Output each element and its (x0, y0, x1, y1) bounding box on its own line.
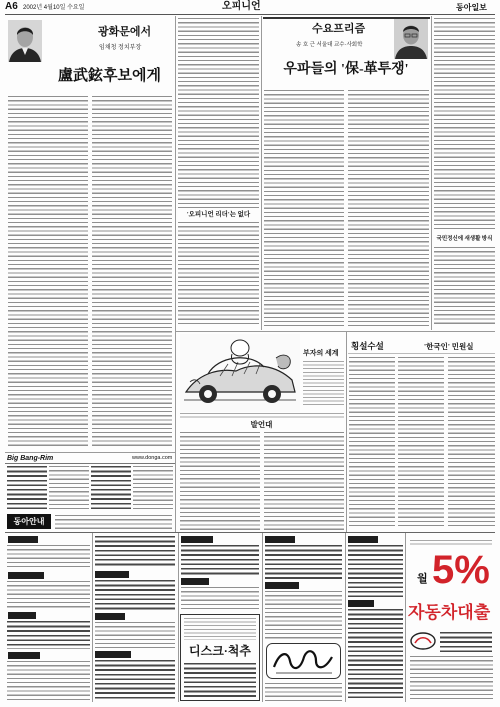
ad-logo-graphic (266, 643, 341, 679)
classified-label (95, 613, 125, 620)
classified-text (7, 621, 90, 649)
subhead: '오피니언 리더'는 없다 (186, 211, 251, 218)
classified-label (8, 612, 36, 619)
classified-label (265, 582, 299, 589)
ad-headline: 디스크·척추 (189, 644, 251, 658)
listings-url: www.donga.com (132, 455, 173, 461)
byline: 임채청 정치부장 (99, 45, 142, 51)
body-text-col-2 (398, 357, 444, 529)
header-rule (5, 14, 495, 15)
listings-rule (5, 463, 175, 464)
column-rule (431, 16, 432, 330)
column-name: 횡설수설 (351, 341, 384, 351)
classified-text (7, 661, 90, 701)
section-rule (5, 452, 175, 453)
classified-text (95, 580, 175, 610)
ad-rate-prefix: 월 (417, 573, 428, 585)
classified-text (7, 581, 90, 609)
section-rule (176, 331, 495, 332)
classified-label (8, 652, 40, 659)
ad-company-logo-icon (410, 632, 436, 650)
cartoon-title: 부자의 세계 (303, 349, 339, 357)
byline: 송 호 근 서울대 교수·사회학 (296, 42, 363, 48)
cartoon-caption (180, 413, 344, 419)
issue-date: 2002년 4월10일 수요일 (23, 5, 85, 11)
classified-label (95, 571, 129, 578)
listing-rows (91, 466, 131, 512)
classified-text (265, 545, 342, 579)
ad-text (410, 656, 493, 700)
column-name: 수요프리즘 (312, 23, 366, 35)
ad-text (440, 632, 492, 652)
column-rule (175, 16, 176, 532)
classified-text (181, 545, 259, 575)
editorial-cartoon (180, 334, 300, 412)
body-text (178, 222, 259, 326)
classified-label (181, 578, 209, 585)
classified-label (95, 651, 131, 658)
listings-title: Big Bang-Rim (7, 455, 54, 462)
column-rule (346, 331, 347, 532)
classified-text (95, 660, 175, 701)
column-name: 광화문에서 (98, 26, 152, 38)
body-text-col-2 (348, 90, 429, 326)
subhead: 국민정신에 새생활 방식 (436, 236, 493, 242)
title-rule (348, 353, 495, 354)
classified-text (95, 622, 175, 648)
ad-text (184, 663, 256, 697)
classified-text (95, 536, 175, 568)
body-text (434, 18, 495, 232)
headline: 盧武鉉후보에게 (58, 68, 161, 84)
classifieds-logo: 동아안내 (7, 514, 51, 529)
classified-label (8, 536, 38, 543)
columnist-photo (8, 20, 42, 62)
classified-text (181, 587, 259, 611)
cartoon-note-text (303, 361, 344, 405)
page-number: A6 (5, 1, 18, 12)
classified-label (265, 536, 295, 543)
classified-text (7, 545, 90, 569)
disc-clinic-ad (180, 614, 260, 701)
column-rule (405, 533, 406, 702)
body-text-col-3 (448, 357, 495, 529)
ad-text (184, 618, 256, 640)
column-rule (262, 533, 263, 702)
body-text (178, 18, 259, 208)
section-title: 오피니언 (222, 1, 261, 12)
classified-text (348, 609, 403, 701)
body-text-col-1 (264, 90, 344, 326)
headline: '한국인' 민원실 (424, 342, 474, 351)
listing-rows (49, 466, 89, 512)
column-rule (345, 533, 346, 702)
body-text-col-2 (264, 432, 344, 530)
ad-headline: 자동차대출 (408, 603, 491, 622)
columnist-photo (394, 19, 428, 59)
ad-url-line (410, 540, 492, 546)
classified-text (265, 683, 342, 701)
column-rule (92, 533, 93, 702)
column-name: 발언대 (250, 420, 273, 429)
listing-rows (7, 466, 47, 512)
column-rule (178, 533, 179, 702)
body-text-col-1 (180, 432, 260, 530)
classified-label (348, 600, 374, 607)
body-text-col-2 (92, 96, 172, 448)
body-text (434, 247, 495, 327)
listing-rows (133, 466, 173, 512)
classified-label (181, 536, 213, 543)
headline: 우파들의 '保-革투쟁' (283, 62, 409, 77)
ad-rate: 5% (432, 548, 490, 592)
classified-label (348, 536, 378, 543)
classifieds-top-rule (5, 532, 495, 533)
classified-text (348, 545, 403, 597)
masthead-logo: 동아일보 (456, 3, 487, 12)
body-text-col-1 (8, 96, 88, 448)
classified-text (265, 591, 342, 639)
classified-label (8, 572, 44, 579)
classified-text (55, 515, 172, 530)
body-text-col-1 (349, 357, 395, 529)
